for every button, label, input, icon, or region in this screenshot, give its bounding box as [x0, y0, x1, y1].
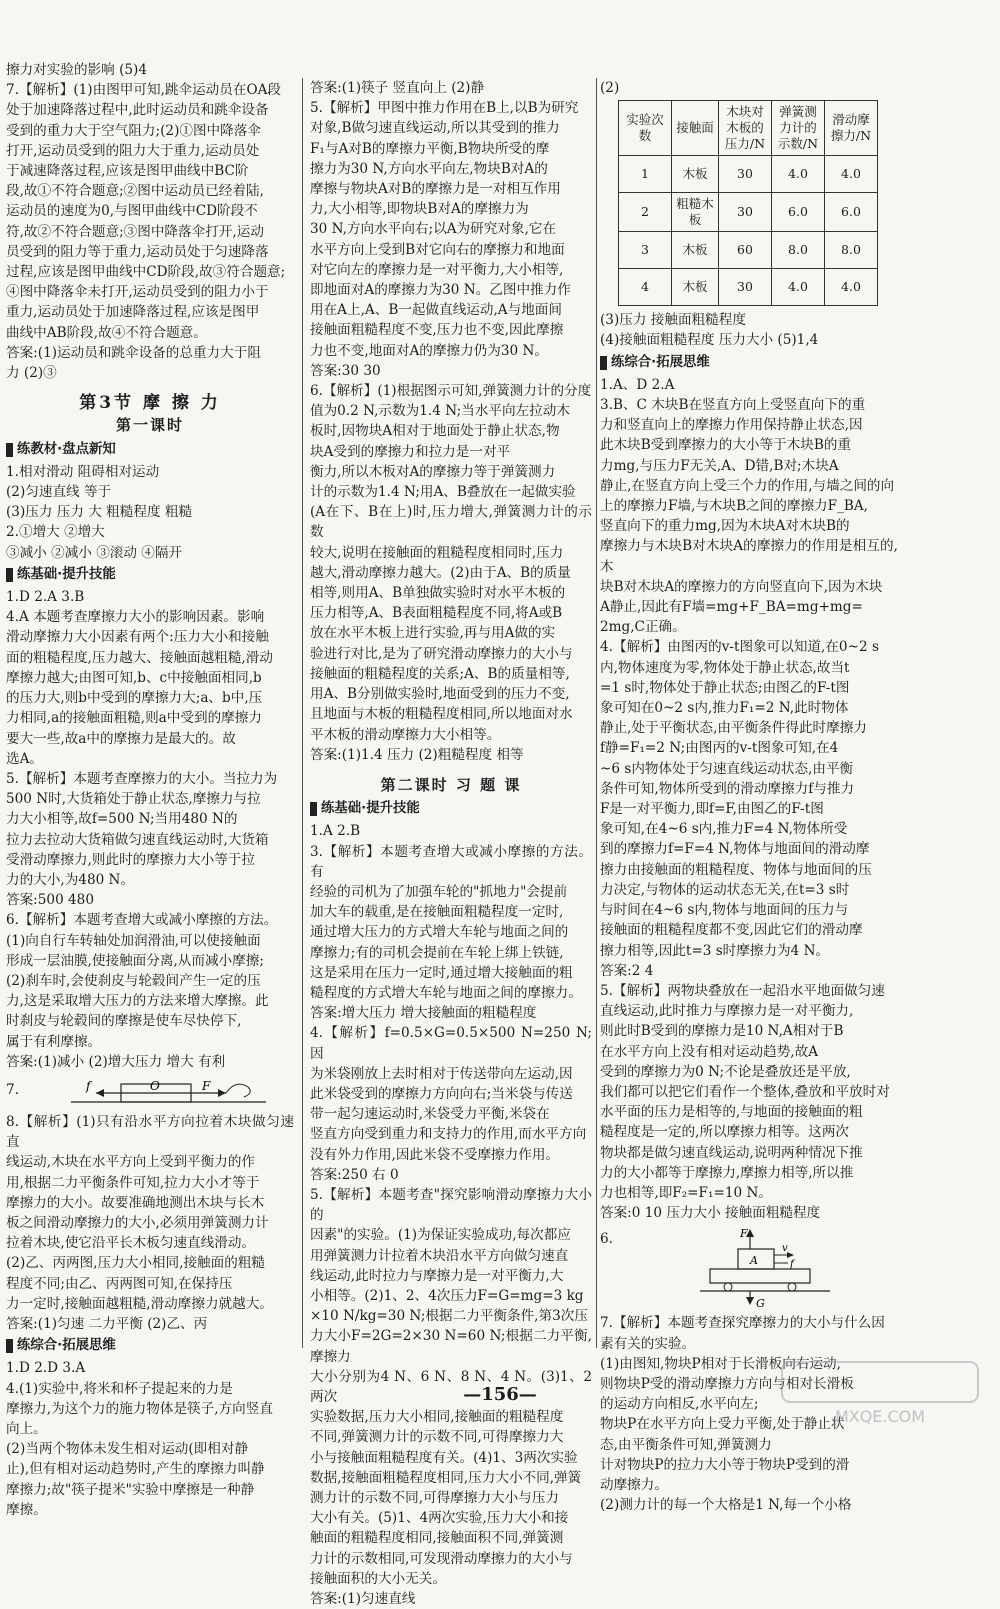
- text-line: 验进行对比,是为了研究滑动摩擦力的大小与: [310, 645, 573, 662]
- answer-lines: [6, 1358, 294, 1520]
- text-line: 7.【解析】本题考查探究摩擦力的大小与什么因: [600, 1315, 885, 1332]
- text-line: 此木块B受到摩擦力的大小等于木块B的重: [600, 437, 852, 454]
- text-line: 静止,在竖直方向上受三个力的作用,与墙之间的向: [600, 477, 895, 494]
- text-line: 答案:2 4: [600, 962, 654, 979]
- text-line: 选A。: [6, 750, 44, 767]
- text-line: 压力相等,A、B表面粗糙程度不同,将A或B: [310, 605, 563, 622]
- text-line: 物块P在水平方向上受力平衡,处于静止状: [600, 1416, 845, 1433]
- text-line: 止),但有相对运动趋势时,产生的摩擦力叫静: [6, 1461, 265, 1478]
- text-line: 符,故②不符合题意;③图中降落伞打开,运动: [6, 223, 264, 240]
- answer-lines: [600, 310, 898, 350]
- table-cell: 2: [619, 193, 672, 232]
- text-line: 大小分别为4 N、6 N、8 N、4 N。(3)1、2两次: [310, 1368, 592, 1405]
- text-line: 越大,滑动摩擦力越大。(2)由于A、B的质量: [310, 564, 571, 581]
- text-line: 运动员的速度为0,与图甲曲线中CD阶段不: [6, 203, 258, 220]
- section-header: [6, 1336, 294, 1356]
- text-line: 到的摩擦力f=F=4 N,物体与地面间的滑动摩: [600, 841, 870, 858]
- text-line: (2)当两个物体未发生相对运动(即相对静: [6, 1441, 249, 1458]
- text-line: 计对物块P的拉力大小等于物块P受到的滑: [600, 1456, 850, 1473]
- text-line: 于减速降落过程,应该是图甲曲线中BC阶: [6, 163, 249, 180]
- text-line: 用在A上,A、B一起做直线运动,A与地面间: [310, 302, 562, 319]
- text-line: 答案:(1)1.4 压力 (2)粗糙程度 相等: [310, 746, 524, 763]
- section-marker-icon: [6, 1339, 13, 1353]
- table-cell: 4.0: [772, 269, 825, 306]
- text-line: 过程,应该是图甲曲线中CD阶段,故③符合题意;: [6, 264, 286, 281]
- text-line: 且地面与木板的粗糙程度相同,所以地面对水: [310, 706, 573, 723]
- text-line: 块A受到的摩擦力和拉力是一对平: [310, 443, 511, 460]
- text-line: 用A、B分别做实验时,地面受到的压力不变,: [310, 686, 570, 703]
- text-line: 带一起匀速运动时,米袋受力平衡,米袋在: [310, 1106, 550, 1123]
- text-line: 受滑动摩擦力,则此时的摩擦力大小等于拉: [6, 851, 256, 868]
- text-line: 力大小F=2G=2×30 N=60 N;根据二力平衡,摩擦力: [310, 1328, 592, 1365]
- text-line: 答案:(1)筷子 竖直向上 (2)静: [310, 80, 485, 96]
- text-line: 5.【解析】本题考查"探究影响滑动摩擦力大小的: [310, 1186, 592, 1224]
- text-line: 2.①增大 ②增大: [6, 524, 105, 541]
- section-header-label: 练基础·提升技能: [321, 801, 420, 817]
- text-line: 则此时B受到的摩擦力是10 N,A相对于B: [600, 1023, 844, 1040]
- text-line: 在水平方向上没有相对运动趋势,故A: [600, 1043, 819, 1060]
- text-line: 30 N,方向水平向右;以A为研究对象,它在: [310, 221, 556, 238]
- text-line: 接触面的粗糙程度的关系;A、B的质量相等,: [310, 665, 570, 682]
- text-line: (3)压力 接触面粗糙程度: [600, 312, 746, 329]
- text-line: 属于有利摩擦。: [6, 1033, 102, 1050]
- text-line: 竖直方向受到重力和支持力的作用,而水平方向: [310, 1126, 587, 1143]
- text-line: 4.【解析】由图丙的v-t图象可以知道,在0~2 s: [600, 639, 879, 656]
- text-line: 平木板的滑动摩擦力大小相等。: [310, 726, 501, 743]
- table-row: [619, 269, 878, 306]
- text-line: 摩擦力,为这个力的施力物体是筷子,方向竖直: [6, 1400, 273, 1417]
- text-line: 线运动,木块在水平方向上受到平衡力的作: [6, 1154, 256, 1171]
- text-line: 重力,运动员处于加速降落过程,应该是图甲: [6, 304, 260, 321]
- table-header-row: [619, 101, 878, 156]
- section-header: [310, 799, 592, 819]
- text-line: 测力计的示数不同,可得摩擦力大小与压力: [310, 1490, 560, 1507]
- table-cell: 6.0: [825, 193, 878, 232]
- text-line: 触面的粗糙程度相同,接触面积不同,弹簧测: [310, 1530, 564, 1547]
- text-line: 块B对木块A的摩擦力的方向竖直向下,因为木块: [600, 578, 883, 595]
- section-header-label: 练综合·拓展思维: [611, 354, 710, 370]
- table-cell: 4.0: [825, 269, 878, 306]
- text-line: 曲线中AB阶段,故④不符合题意。: [6, 324, 207, 341]
- table-cell: 30: [719, 193, 772, 232]
- text-line: 程度不同;由乙、丙两图可知,在保持压: [6, 1275, 233, 1292]
- text-line: 答案:30 30: [310, 362, 381, 379]
- text-line: 水平方向上受到B对它向右的摩擦力和地面: [310, 241, 565, 258]
- text-line: 力也不变,地面对A的摩擦力仍为30 N。: [310, 342, 548, 359]
- text-line: 答案:(1)匀速直线: [310, 1591, 416, 1608]
- text-line: ③减小 ②减小 ③滚动 ④隔开: [6, 544, 183, 561]
- text-line: 接触面积的大小无关。: [310, 1570, 446, 1587]
- subsection-title: 第一课时: [115, 416, 184, 435]
- text-line: 力,大小相等,即物块B对A的摩擦力为: [310, 201, 529, 218]
- text-line: 象可知,在4~6 s内,推力F=4 N,物体所受: [600, 821, 848, 838]
- answer-lines: [6, 462, 294, 563]
- figure-letter: f: [86, 1078, 91, 1093]
- text-line: (2)刹车时,会使刹皮与轮毂间产生一定的压: [6, 972, 261, 989]
- text-line: 计的示数为1.4 N;用A、B叠放在一起做实验: [310, 484, 576, 501]
- text-line: 没有外力作用,因此米袋不受摩擦力作用。: [310, 1146, 560, 1163]
- text-line: (2)测力计的每一个大格是1 N,每一个小格: [600, 1497, 852, 1514]
- text-line: 经验的司机为了加强车轮的"抓地力"会提前: [310, 883, 568, 900]
- table-row: [619, 156, 878, 193]
- text-line: 2mg,C正确。: [600, 619, 686, 636]
- text-line: 1.D 2.A 3.B: [6, 589, 85, 606]
- text-line: 摩擦力越大;由图可知,b、c中接触面相同,b: [6, 669, 262, 686]
- text-line: 接触面的粗糙程度都不变,因此它们的滑动摩: [600, 922, 863, 939]
- text-line: 拉力去拉动大货箱做匀速直线运动时,大货箱: [6, 831, 269, 848]
- text-line: 摩擦力与木块B对木块A的摩擦力的作用是相互的,木: [600, 538, 898, 575]
- figure-letter: G: [756, 1297, 765, 1311]
- table-label: (2): [600, 80, 620, 96]
- text-line: 受到的摩擦力为0 N;不论是叠放还是平放,: [600, 1063, 851, 1080]
- text-line: 5.【解析】本题考查摩擦力的大小。当拉力为: [6, 770, 278, 787]
- text-line: 擦力对实验的影响 (5)4: [6, 62, 147, 78]
- text-line: 物块都是做匀速直线运动,说明两种情况下推: [600, 1144, 863, 1161]
- table-header-cell: 木块对木板的压力/N: [719, 101, 772, 156]
- text-line: 打开,运动员受到的阻力大于重力,运动员处: [6, 142, 260, 159]
- table-header-cell: 滑动摩擦力/N: [825, 101, 878, 156]
- text-line: 静止,处于平衡状态,由平衡条件得此时摩擦力: [600, 720, 867, 737]
- table-header-cell: 弹簧测力计的示数/N: [772, 101, 825, 156]
- text-line: 此米袋受到的摩擦力方向向右;当米袋与传送: [310, 1085, 573, 1102]
- text-line: 时刹皮与轮毂间的摩擦是使车尽快停下,: [6, 1013, 242, 1030]
- column-divider: [596, 78, 597, 1348]
- watermark-logo: [780, 1360, 980, 1428]
- text-line: 擦力由接触面的粗糙程度、物体与地面间的压: [600, 861, 872, 878]
- text-line: (1)由图知,物块P相对于长滑板向右运动,: [600, 1355, 841, 1372]
- text-line: 用,根据二力平衡条件可知,拉力大小才等于: [6, 1174, 260, 1191]
- text-line: 擦力为30 N,方向水平向左,物块B对A的: [310, 160, 548, 177]
- text-line: 上的摩擦力F墙,与木块B之间的摩擦力F_BA,: [600, 498, 869, 515]
- text-line: 答案:0 10 压力大小 接触面粗糙程度: [600, 1205, 821, 1222]
- table-cell: 8.0: [825, 232, 878, 269]
- text-line: 力,这是采取增大压力的方法来增大摩擦。此: [6, 993, 269, 1010]
- text-line: 要大一些,故a中的摩擦力是最大的。故: [6, 730, 236, 747]
- text-line: 我们都可以把它们看作一个整体,叠放和平放时对: [600, 1083, 890, 1100]
- text-line: 7.【解析】(1)由图甲可知,跳伞运动员在OA段: [6, 82, 282, 99]
- answer-lines: [6, 587, 294, 1072]
- table-cell: 1: [619, 156, 672, 193]
- text-line: 放在水平木板上进行实验,再与用A做的实: [310, 625, 556, 642]
- text-line: 5.【解析】两物块叠放在一起沿水平地面做匀速: [600, 982, 885, 999]
- text-line: 力和竖直向上的摩擦力作用保持静止状态,因: [600, 417, 863, 434]
- text-line: 力的大小都等于摩擦力,摩擦力相等,所以推: [600, 1164, 854, 1181]
- text-line: 值为0.2 N,示数为1.4 N;当水平向左拉动木: [310, 403, 570, 420]
- text-line: ×10 N/kg=30 N;根据二力平衡条件,第3次压: [310, 1308, 588, 1325]
- text-line: 糙程度是一定的,所以摩擦力相等。这两次: [600, 1124, 850, 1141]
- text-line: 大小有关。(5)1、4两次实验,压力大小和接: [310, 1510, 569, 1527]
- text-line: 竖直向下的重力mg,因为木块A对木块B的: [600, 518, 850, 535]
- text-line: 力 (2)③: [6, 365, 57, 382]
- table-cell: 3: [619, 232, 672, 269]
- text-line: 衡力,所以木板对A的摩擦力等于弹簧测力: [310, 463, 556, 480]
- table-cell: 木板: [672, 156, 719, 193]
- table-header-cell: 接触面: [672, 101, 719, 156]
- text-line: F是一对平衡力,即f=F,由图乙的F-t图: [600, 801, 824, 818]
- answer-lines: [6, 60, 294, 383]
- text-line: 为米袋刚放上去时相对于传送带向左运动,因: [310, 1065, 573, 1082]
- text-line: 素有关的实验。: [600, 1335, 696, 1352]
- answer-lines: [6, 1112, 294, 1334]
- figure-number: 6.: [600, 1231, 613, 1248]
- text-line: (1)向自行车转轴处加润滑油,可以使接触面: [6, 932, 261, 949]
- text-line: 接触面粗糙程度不变,压力也不变,因此摩擦: [310, 322, 564, 339]
- text-line: 则物块P受的滑动摩擦力方向与相对长滑板: [600, 1375, 854, 1392]
- text-line: 条件可知,物体所受到的滑动摩擦力f与推力: [600, 780, 855, 797]
- text-line: 力大小相等,故f=500 N;当用480 N的: [6, 811, 238, 828]
- text-line: 象可知在0~2 s内,推力F₁=2 N,此时物体: [600, 700, 849, 717]
- text-line: 水平面的压力是相等的,与地面的接触面的粗: [600, 1104, 863, 1121]
- table-cell: 6.0: [772, 193, 825, 232]
- experiment-table: [618, 100, 878, 306]
- text-line: (2)乙、丙两图,压力大小相同,接触面的粗糙: [6, 1255, 265, 1272]
- figure-force-diagram: [6, 1074, 294, 1108]
- text-line: 摩擦与物块A对B的摩擦力是一对相互作用: [310, 181, 561, 198]
- column-divider: [302, 78, 303, 1348]
- text-line: 答案:500 480: [6, 892, 94, 909]
- text-line: 1.D 2.D 3.A: [6, 1360, 86, 1377]
- text-line: 3.【解析】本题考查增大或减小摩擦的方法。有: [310, 843, 592, 880]
- answer-lines: [310, 78, 592, 765]
- figure-letter: F: [740, 1227, 748, 1241]
- section-header: [600, 353, 898, 373]
- table-cell: 木板: [672, 269, 719, 306]
- text-line: 通过增大压力的方式增大车轮与地面之间的: [310, 924, 569, 941]
- text-line: 4.【解析】f=0.5×G=0.5×500 N=250 N;因: [310, 1025, 592, 1062]
- text-line: (2)匀速直线 等于: [6, 484, 112, 501]
- text-line: (3)压力 压力 大 粗糙程度 粗糙: [6, 504, 193, 521]
- text-line: ④图中降落伞未打开,运动员受到的阻力小于: [6, 284, 269, 301]
- figure-letter: O: [150, 1078, 160, 1093]
- text-line: 小与接触面粗糙程度有关。(4)1、3两次实验: [310, 1449, 578, 1466]
- text-line: 5.【解析】甲图中推力作用在B上,以B为研究: [310, 100, 579, 117]
- text-line: 擦力相等,因此t=3 s时摩擦力为4 N。: [600, 942, 830, 959]
- text-line: 摩擦力;故"筷子提米"实验中摩擦是一种静: [6, 1481, 255, 1498]
- section-marker-icon: [6, 568, 13, 582]
- section-header: [6, 440, 294, 460]
- text-line: 6.【解析】(1)根据图示可知,弹簧测力计的分度: [310, 383, 592, 400]
- text-line: 受到的重力大于空气阻力;(2)①图中降落伞: [6, 122, 261, 139]
- section-header-label: 练综合·拓展思维: [17, 1338, 116, 1354]
- page-number: —156—: [463, 1384, 537, 1405]
- text-line: f静=F₁=2 N;由图丙的v-t图象可知,在4: [600, 740, 839, 757]
- text-line: 摩擦力;有的司机会提前在车轮上绑上铁链,: [310, 944, 564, 961]
- section-title: 第3节 摩 擦 力: [79, 393, 221, 414]
- section-marker-icon: [600, 356, 607, 370]
- text-line: 内,物体速度为零,物体处于静止状态,故当t: [600, 659, 850, 676]
- text-line: =1 s时,物体处于静止状态;由图乙的F-t图: [600, 679, 850, 696]
- table-cell: 8.0: [772, 232, 825, 269]
- text-line: 500 N时,大货箱处于静止状态,摩擦力与拉: [6, 791, 261, 808]
- text-line: 对象,B做匀速直线运动,所以其受到的推力: [310, 120, 560, 137]
- text-line: 力计的示数相同,可发现滑动摩擦力的大小与: [310, 1550, 573, 1567]
- text-line: 4.A 本题考查摩擦力大小的影响因素。影响: [6, 609, 265, 626]
- table-cell: 4: [619, 269, 672, 306]
- text-line: 1.A 2.B: [310, 823, 361, 840]
- table-cell: 4.0: [772, 156, 825, 193]
- table-row: [619, 232, 878, 269]
- text-line: 小相等。(2)1、2、4次压力F=G=mg=3 kg: [310, 1287, 584, 1304]
- text-line: 线运动,此时拉力与摩擦力是一对平衡力,大: [310, 1267, 564, 1284]
- text-line: 力决定,与物体的运动状态无关,在t=3 s时: [600, 881, 850, 898]
- cart-force-icon: [700, 1225, 900, 1309]
- text-line: 动摩擦力。: [600, 1476, 668, 1493]
- text-line: 相等,则用A、B单独做实验时对水平木板的: [310, 585, 566, 602]
- text-line: 滑动摩擦力大小因素有两个:压力大小和接触: [6, 629, 269, 646]
- table-cell: 木板: [672, 232, 719, 269]
- text-line: F₁与A对B的摩擦力平衡,B物块所受的摩: [310, 140, 550, 157]
- text-line: 摩擦力的大小。故要准确地测出木块与长木: [6, 1194, 265, 1211]
- section-header: [6, 565, 294, 585]
- text-line: 摩擦。: [6, 1501, 47, 1518]
- answer-lines: [600, 375, 898, 1224]
- text-line: 形成一层油膜,使接触面分离,从而减小摩擦;: [6, 952, 264, 969]
- text-line: 与时间在4~6 s内,物体与地面间的压力与: [600, 902, 849, 919]
- text-line: 段,故①不符合题意;②图中运动员已经着陆,: [6, 183, 264, 200]
- answer-lines: [310, 821, 592, 1609]
- text-line: 答案:(1)匀速 二力平衡 (2)乙、丙: [6, 1315, 208, 1332]
- subsection-title: 第二课时 习 题 课: [380, 775, 522, 794]
- column-left: [6, 60, 294, 1518]
- text-line: 板之间滑动摩擦力的大小,必须用弹簧测力计: [6, 1214, 269, 1231]
- text-line: 板时,因物块A相对于地面处于静止状态,物: [310, 423, 560, 440]
- table-header-cell: 实验次数: [619, 101, 672, 156]
- text-line: 数据,接触面粗糙程度相同,压力大小不同,弹簧: [310, 1469, 582, 1486]
- text-line: 对它向左的摩擦力是一对平衡力,大小相等,: [310, 261, 564, 278]
- text-line: 1.A、D 2.A: [600, 376, 675, 393]
- figure-letter: v: [782, 1243, 788, 1255]
- figure-letter: A: [750, 1254, 758, 1268]
- text-line: 8.【解析】(1)只有沿水平方向拉着木块做匀速直: [6, 1113, 294, 1151]
- text-line: 3.B、C 木块B在竖直方向上受竖直向下的重: [600, 397, 866, 414]
- text-line: 即地面对A的摩擦力为30 N。乙图中推力作: [310, 282, 571, 299]
- figure-number: 7.: [6, 1081, 19, 1098]
- text-line: 力相同,a的接触面粗糙,则a中受到的摩擦力: [6, 710, 262, 727]
- text-line: 力一定时,接触面越粗糙,滑动摩擦力就越大。: [6, 1295, 273, 1312]
- text-line: 答案:(1)运动员和跳伞设备的总重力大于阻: [6, 344, 261, 361]
- text-line: 用弹簧测力计拉着木块沿水平方向做匀速直: [310, 1247, 569, 1264]
- text-line: 这是采用在压力一定时,通过增大接触面的粗: [310, 964, 573, 981]
- table-cell: 30: [719, 269, 772, 306]
- text-line: 的运动方向相反,水平向左;: [600, 1396, 759, 1413]
- text-line: 加大车的载重,是在接触面粗糙程度一定时,: [310, 904, 564, 921]
- text-line: 力mg,与压力F无关,A、D错,B对;木块A: [600, 457, 839, 474]
- text-line: 较大,说明在接触面的粗糙程度相同时,压力: [310, 544, 564, 561]
- watermark-text: MXQE.COM: [834, 1407, 926, 1426]
- text-line: 力也相等,即F₂=F₁=10 N。: [600, 1184, 772, 1201]
- text-line: 糙程度的方式增大车轮与地面之间的摩擦力。: [310, 984, 582, 1001]
- text-line: 答案:增大压力 增大接触面的粗糙程度: [310, 1005, 537, 1022]
- text-line: 4.(1)实验中,将米和杯子提起来的力是: [6, 1380, 233, 1397]
- text-line: ~6 s内物体处于匀速直线运动状态,由平衡: [600, 760, 854, 777]
- text-line: 拉着木块,使它沿平长木板匀速直线滑动。: [6, 1235, 256, 1252]
- section-header-label: 练教材·盘点新知: [17, 441, 116, 457]
- table-cell: 4.0: [825, 156, 878, 193]
- text-line: 处于加速降落过程中,此时运动员和跳伞设备: [6, 102, 269, 119]
- figure-letter: F: [202, 1078, 211, 1093]
- text-line: 面的粗糙程度,压力越大、接触面越粗糙,滑动: [6, 649, 273, 666]
- text-line: 答案:(1)减小 (2)增大压力 增大 有利: [6, 1053, 226, 1070]
- table-cell: 30: [719, 156, 772, 193]
- section-marker-icon: [310, 802, 317, 816]
- figure-cart-diagram: [600, 1225, 898, 1309]
- text-line: A静止,因此有F墙=mg+F_BA=mg+mg=: [600, 599, 863, 616]
- text-line: 的压力大,则b中受到的摩擦力大;a、b中,压: [6, 690, 263, 707]
- text-line: (A在下、B在上)时,压力增大,弹簧测力计的示数: [310, 504, 592, 541]
- text-line: 答案:250 右 0: [310, 1166, 399, 1183]
- text-line: 态,由平衡条件可知,弹簧测力: [600, 1436, 772, 1453]
- table-cell: 60: [719, 232, 772, 269]
- text-line: 员受到的阻力等于重力,运动员处于匀速降落: [6, 243, 269, 260]
- text-line: 直线运动,此时推力与摩擦力是一对平衡力,: [600, 1003, 854, 1020]
- text-line: 6.【解析】本题考查增大或减小摩擦的方法。: [6, 912, 278, 929]
- text-line: (4)接触面粗糙程度 压力大小 (5)1,4: [600, 332, 819, 349]
- text-line: 力的大小,为480 N。: [6, 871, 135, 888]
- section-header-label: 练基础·提升技能: [17, 566, 116, 582]
- text-line: 1.相对滑动 阻碍相对运动: [6, 463, 160, 480]
- text-line: 实验数据,压力大小相同,接触面的粗糙程度: [310, 1409, 564, 1426]
- text-line: 向上。: [6, 1421, 47, 1437]
- figure-letter: f: [790, 1259, 794, 1271]
- block-force-icon: [66, 1074, 286, 1108]
- section-marker-icon: [6, 443, 13, 457]
- text-line: 因素"的实验。(1)为保证实验成功,每次都应: [310, 1227, 571, 1244]
- text-line: 不同,弹簧测力计的示数不同,可得摩擦力大: [310, 1429, 564, 1446]
- table-row: [619, 193, 878, 232]
- table-cell: 粗糙木板: [672, 193, 719, 232]
